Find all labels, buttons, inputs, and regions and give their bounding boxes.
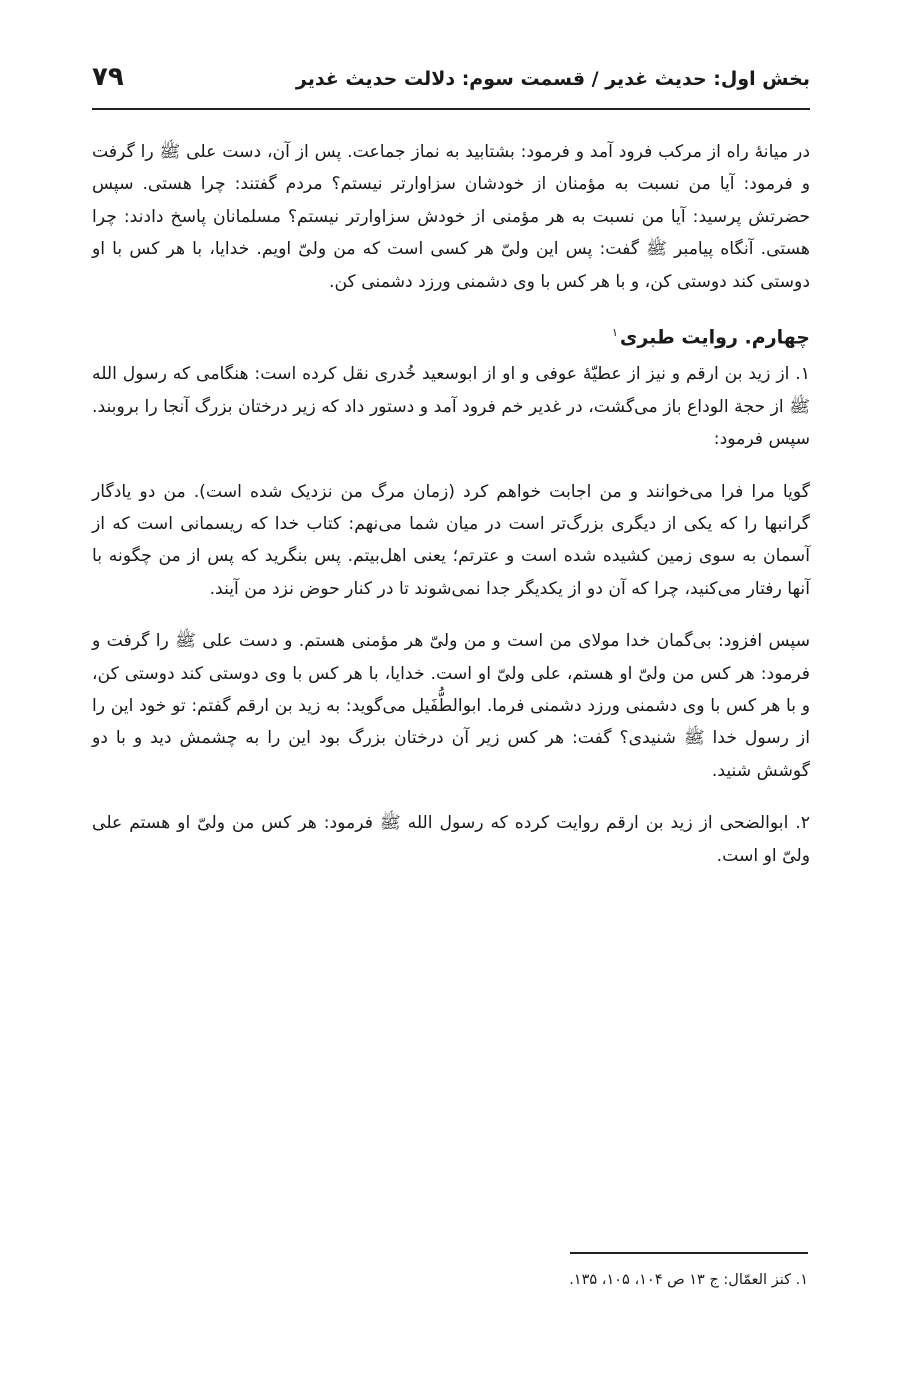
footnote-marker: ۱ xyxy=(612,326,618,340)
paragraph-narration-2: ۲. ابوالضحی از زید بن ارقم روایت کرده که رسول الله ﷺ فرمود: هر کس من ولیّ او هستم علی ولیّ او است. xyxy=(92,813,810,866)
page-number: ۷۹ xyxy=(92,62,124,92)
footnote-divider xyxy=(570,1252,808,1254)
section-heading-text: چهارم. روایت طبری xyxy=(619,326,810,349)
section-heading xyxy=(92,316,810,354)
paragraph-quote: گویا مرا فرا می‌خوانند و من اجابت خواهم کرد (زمان مرگ من نزدیک شده است). من دو یادگار گرانبها را که یکی از دیگری بزرگ‌تر است در میان شما می‌نهم: کتاب خدا که ریسمانی است که از آسمان به سوی زمین کشیده شده است و عترتم؛ یعنی اهل‌بیتم. پس بنگرید که پس از من چگونه با آنها رفتار می‌کنید، چرا که آن دو از یکدیگر جدا نمی‌شوند تا در کنار حوض نزد من آیند. xyxy=(92,481,810,599)
footnote-1: ۱. کنز العمّال: ج ۱۳ ص ۱۰۴، ۱۰۵، ۱۳۵. xyxy=(569,1272,808,1288)
page xyxy=(92,62,810,872)
paragraph-narration-1: ۱. از زید بن ارقم و نیز از عطیّهٔ عوفی و او از ابوسعید خُدری نقل کرده است: هنگامی که رسول الله ﷺ از حجة الوداع باز می‌گشت، در غدیر خم فرود آمد و دستور داد که زیر درختان بزرگ آنجا را بروبند. سپس فرمود: xyxy=(92,364,810,450)
running-header xyxy=(92,62,810,110)
paragraph-continuation: در میانهٔ راه از مرکب فرود آمد و فرمود: بشتابید به نماز جماعت. پس از آن، دست علی ﷺ را گرفت و فرمود: آیا من نسبت به مؤمنان از خودشان سزاوارتر نیستم؟ مردم گفتند: چرا هستی. سپس حضرتش پرسید: آیا من نسبت به هر مؤمنی از خودش سزاوارتر نیستم؟ مسلمانان پاسخ دادند: چرا هستی. آنگاه پیامبر ﷺ گفت: پس این ولیّ هر کسی است که من ولیّ اویم. خدایا، با هر کس با او دوستی کند دوستی کن، و با هر کس با وی دشمنی ورزد دشمنی کن. xyxy=(92,142,810,292)
main-text xyxy=(92,136,810,872)
running-title: بخش اول: حدیث غدیر / قسمت سوم: دلالت حدیث غدیر xyxy=(295,68,810,90)
paragraph-addition: سپس افزود: بی‌گمان خدا مولای من است و من ولیّ هر مؤمنی هستم. و دست علی ﷺ را گرفت و فرمود: هر کس من ولیّ او هستم، علی ولیّ او است. خدایا، با هر کس با وی دوستی کند دوستی کن، و با هر کس با وی دشمنی ورزد دشمنی فرما. ابوالطُّفَیل می‌گوید: به زید بن ارقم گفتم: تو خود این را از رسول خدا ﷺ شنیدی؟ گفت: هر کس زیر آن درختان بزرگ بود این را به چشمش دید و با دو گوشش شنید. xyxy=(92,631,810,781)
